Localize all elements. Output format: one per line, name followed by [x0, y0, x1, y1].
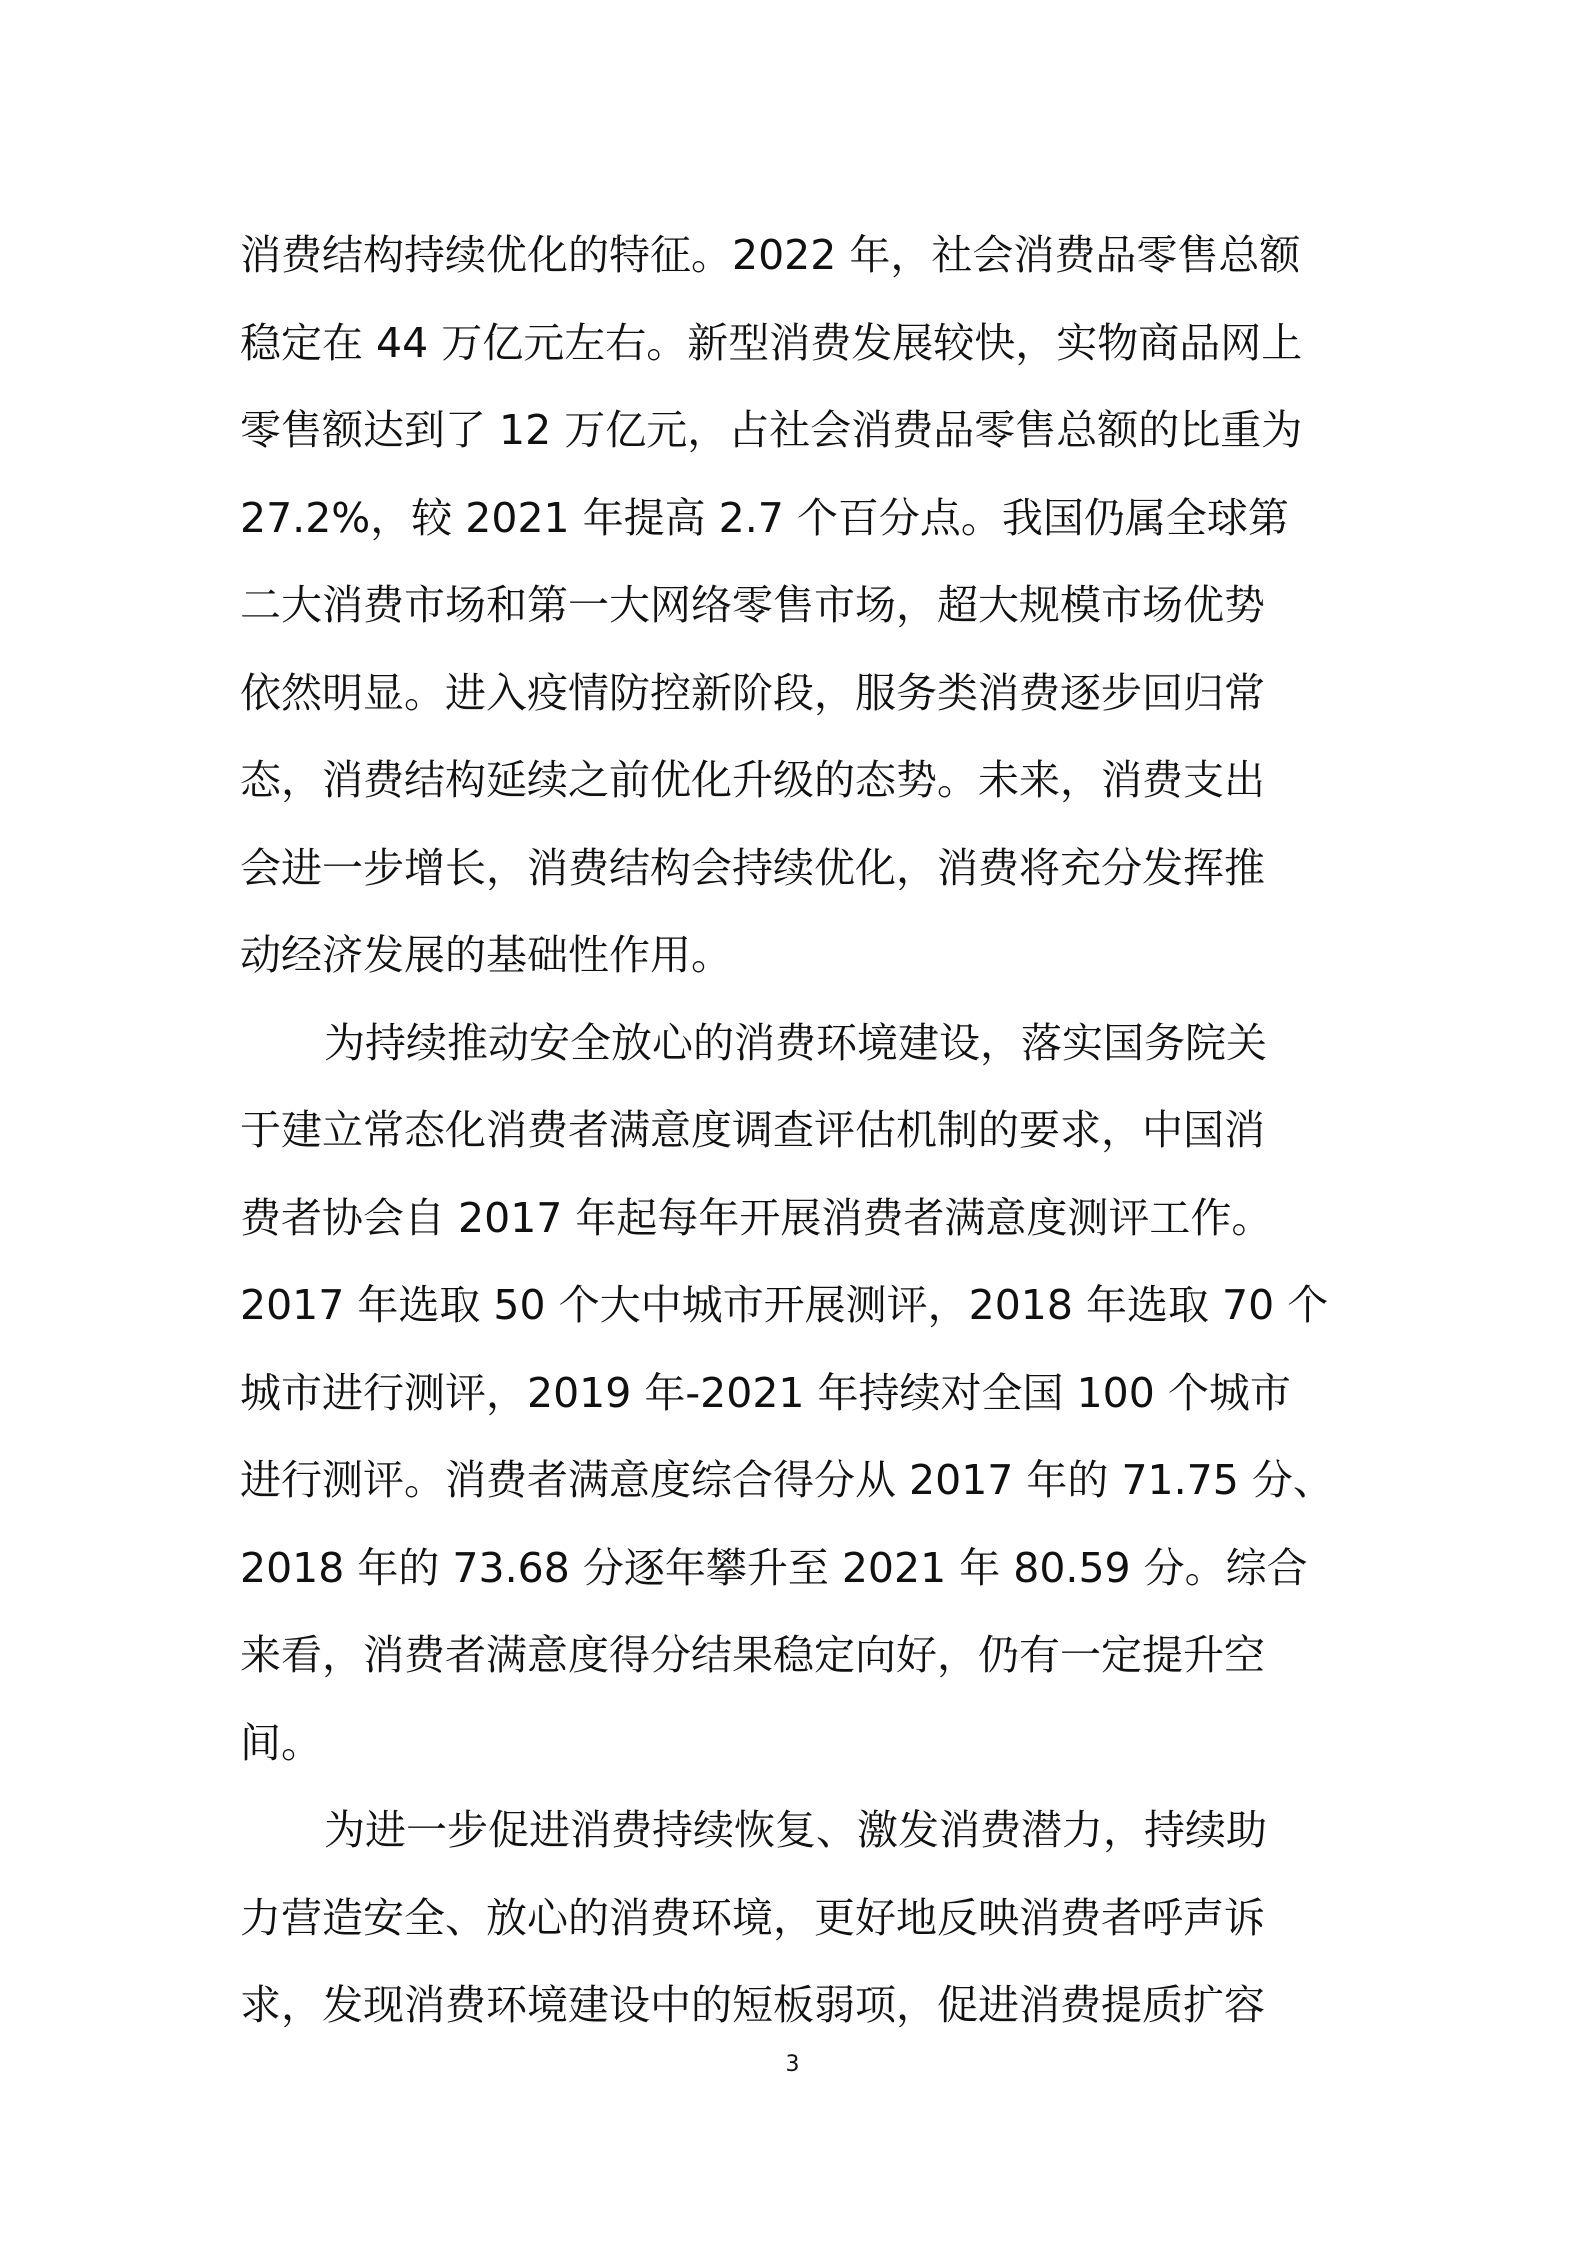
text-line: 进行测评。消费者满意度综合得分从 2017 年的 71.75 分、	[240, 1456, 1334, 1504]
paragraph-3	[240, 1787, 1350, 2050]
text-line: 力营造安全、放心的消费环境，更好地反映消费者呼声诉	[240, 1893, 1265, 1942]
text-line: 稳定在 44 万亿元左右。新型消费发展较快，实物商品网上	[240, 318, 1303, 367]
text-line: 零售额达到了 12 万亿元，占社会消费品零售总额的比重为	[240, 406, 1303, 454]
paragraph-1	[240, 212, 1350, 1000]
text-line: 消费结构持续优化的特征。2022 年，社会消费品零售总额	[240, 231, 1301, 279]
text-line: 于建立常态化消费者满意度调查评估机制的要求，中国消	[240, 1106, 1265, 1154]
text-line: 间。	[240, 1718, 322, 1767]
text-line: 二大消费市场和第一大网络零售市场，超大规模市场优势	[240, 581, 1265, 629]
page-number: 3	[785, 2052, 800, 2077]
text-line: 27.2%，较 2021 年提高 2.7 个百分点。我国仍属全球第	[240, 493, 1289, 542]
text-line: 来看，消费者满意度得分结果稳定向好，仍有一定提升空	[240, 1631, 1265, 1679]
text-line: 会进一步增长，消费结构会持续优化，消费将充分发挥推	[240, 843, 1265, 892]
text-line: 求，发现消费环境建设中的短板弱项，促进消费提质扩容	[240, 1981, 1265, 2029]
document-body	[240, 212, 1350, 2050]
text-line: 依然明显。进入疫情防控新阶段，服务类消费逐步回归常	[240, 668, 1265, 717]
text-line: 2018 年的 73.68 分逐年攀升至 2021 年 80.59 分。综合	[240, 1543, 1308, 1592]
text-line: 态，消费结构延续之前优化升级的态势。未来，消费支出	[240, 756, 1265, 804]
text-line: 城市进行测评，2019 年-2021 年持续对全国 100 个城市	[240, 1368, 1291, 1417]
text-line: 动经济发展的基础性作用。	[240, 931, 732, 979]
text-line-indented: 为进一步促进消费持续恢复、激发消费潜力，持续助	[324, 1806, 1267, 1854]
paragraph-2	[240, 1000, 1350, 1788]
text-line: 费者协会自 2017 年起每年开展消费者满意度测评工作。	[240, 1193, 1273, 1242]
text-line-indented: 为持续推动安全放心的消费环境建设，落实国务院关	[324, 1018, 1267, 1067]
text-line: 2017 年选取 50 个大中城市开展测评，2018 年选取 70 个	[240, 1281, 1329, 1329]
